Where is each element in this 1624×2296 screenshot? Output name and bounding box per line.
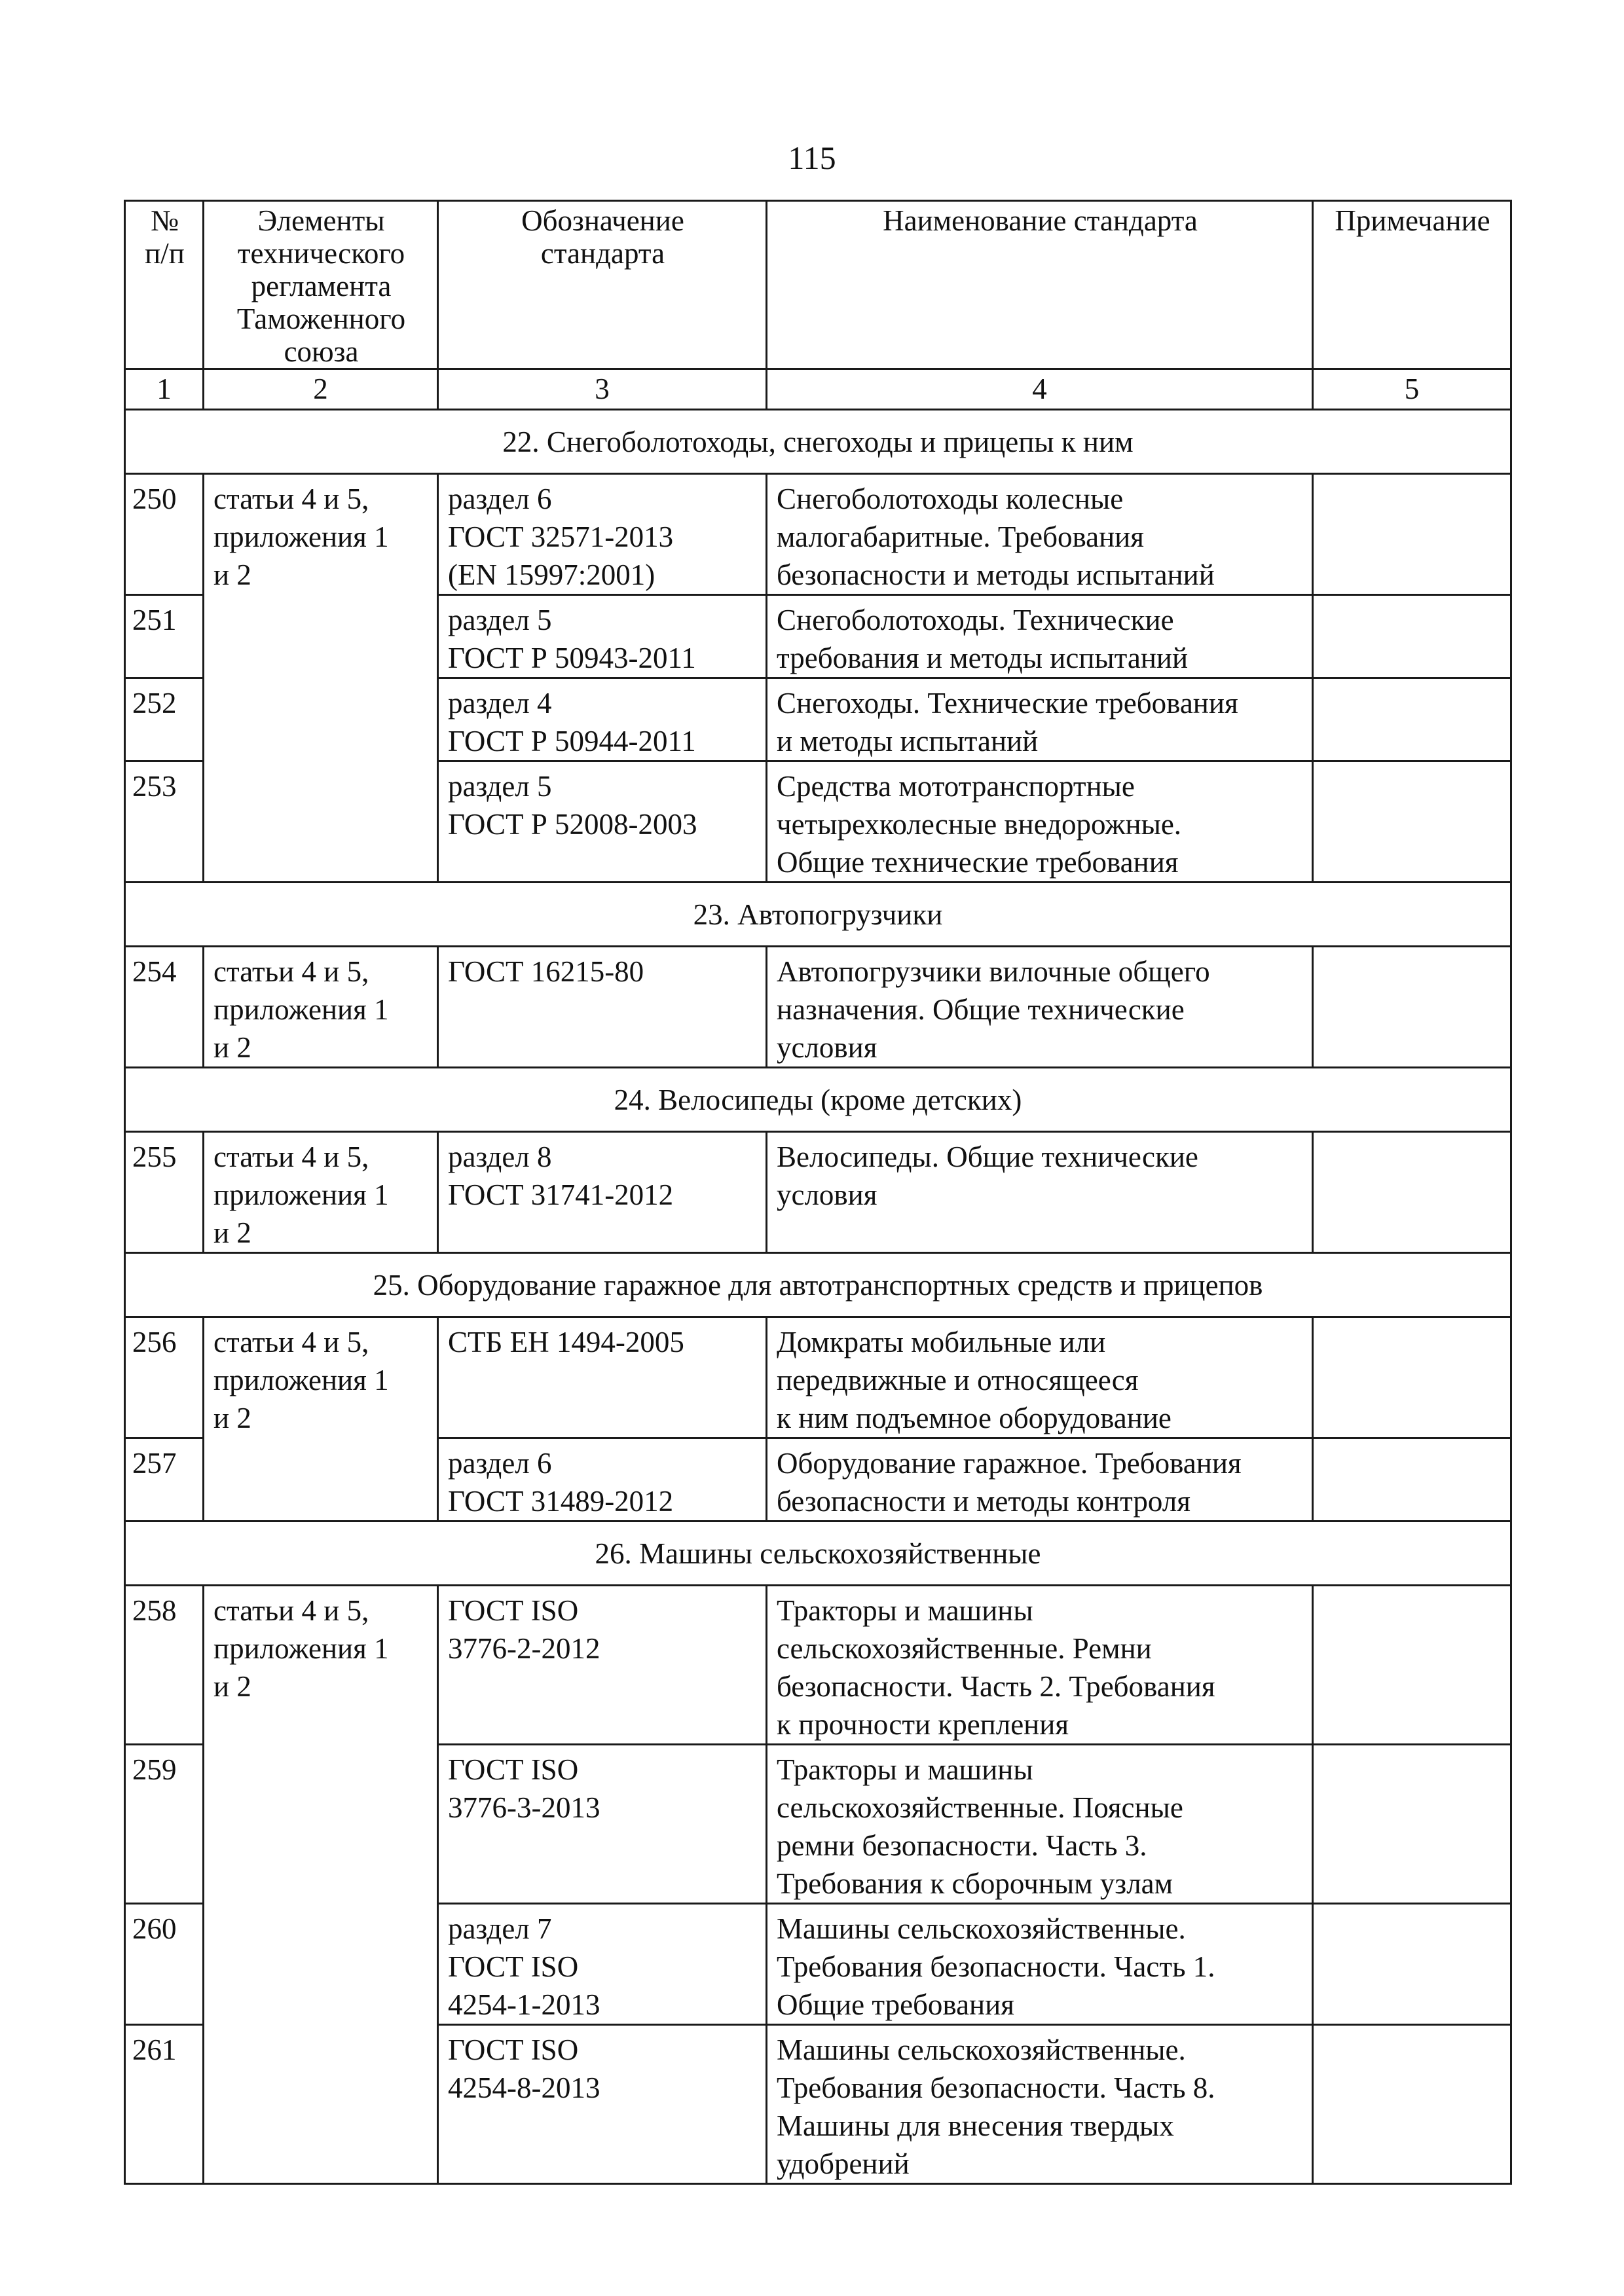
row-number <box>125 1904 204 2025</box>
column-number <box>767 369 1313 410</box>
standard-designation <box>438 1317 767 1438</box>
section-title <box>125 1522 1511 1586</box>
cell-text-line: Тракторы и машины <box>777 1753 1033 1786</box>
cell-text-line: к прочности крепления <box>777 1708 1069 1741</box>
table-row <box>125 947 1511 1068</box>
cell-text-line: приложения 1 <box>213 520 389 553</box>
cell-text-line: ГОСТ Р 50943-2011 <box>448 642 696 674</box>
cell-text-line: технического <box>237 237 405 270</box>
standard-name <box>767 1438 1313 1522</box>
table-row <box>125 1317 1511 1438</box>
cell-text-line: раздел 4 <box>448 687 552 720</box>
cell-text-line: стандарта <box>540 237 665 270</box>
cell-text-line: п/п <box>145 237 185 270</box>
cell-text-line: передвижные и относящееся <box>777 1364 1139 1396</box>
cell-text-line: статьи 4 и 5, <box>213 483 369 515</box>
cell-text-line: приложения 1 <box>213 1632 389 1665</box>
column-numbers-row <box>125 369 1511 410</box>
cell-text-line: безопасности. Часть 2. Требования <box>777 1670 1215 1703</box>
standard-name <box>767 1904 1313 2025</box>
cell-text-line: 4254-8-2013 <box>448 2071 600 2104</box>
header-standard-name <box>767 201 1313 369</box>
standard-name <box>767 947 1313 1068</box>
cell-text-line: безопасности и методы контроля <box>777 1485 1190 1518</box>
cell-text-line: статьи 4 и 5, <box>213 1140 369 1173</box>
section-title <box>125 1068 1511 1132</box>
cell-text-line: статьи 4 и 5, <box>213 1326 369 1358</box>
standard-designation <box>438 1438 767 1522</box>
column-number <box>438 369 767 410</box>
note <box>1313 1586 1511 1745</box>
standard-name <box>767 761 1313 883</box>
cell-text-line: Наименование стандарта <box>883 204 1198 237</box>
cell-text-line: Снегоболотоходы. Технические <box>777 604 1174 636</box>
regulation-elements <box>204 1586 438 2184</box>
cell-text-line: раздел 6 <box>448 1447 552 1480</box>
cell-text-line: ГОСТ ISO <box>448 1594 579 1627</box>
cell-text-line: 5 <box>1404 373 1420 405</box>
cell-text-line: Снегоходы. Технические требования <box>777 687 1238 720</box>
cell-text-line: Примечание <box>1335 204 1490 237</box>
cell-text-line: малогабаритные. Требования <box>777 520 1144 553</box>
cell-text-line: ГОСТ Р 52008-2003 <box>448 808 697 841</box>
cell-text-line: 22. Снегоболотоходы, снегоходы и прицепы к ним <box>502 425 1134 458</box>
standard-name <box>767 2025 1313 2184</box>
cell-text-line: Требования безопасности. Часть 1. <box>777 1950 1215 1983</box>
note <box>1313 947 1511 1068</box>
note <box>1313 1745 1511 1904</box>
note <box>1313 2025 1511 2184</box>
row-number <box>125 947 204 1068</box>
cell-text-line: назначения. Общие технические <box>777 993 1185 1026</box>
cell-text-line: удобрений <box>777 2147 910 2180</box>
cell-text-line: Средства мототранспортные <box>777 770 1135 803</box>
cell-text-line: регламента <box>251 270 392 302</box>
cell-text-line: Обозначение <box>521 204 684 237</box>
cell-text-line: СТБ ЕН 1494-2005 <box>448 1326 684 1358</box>
cell-text-line: сельскохозяйственные. Поясные <box>777 1791 1183 1824</box>
cell-text-line: приложения 1 <box>213 993 389 1026</box>
cell-text-line: ГОСТ ISO <box>448 2033 579 2066</box>
cell-text-line: 256 <box>132 1326 177 1358</box>
cell-text-line: 250 <box>132 483 177 515</box>
column-number <box>125 369 204 410</box>
cell-text-line: 3 <box>595 373 610 405</box>
cell-text-line: к ним подъемное оборудование <box>777 1402 1172 1434</box>
section-row <box>125 1522 1511 1586</box>
cell-text-line: ГОСТ ISO <box>448 1950 579 1983</box>
cell-text-line: 3776-3-2013 <box>448 1791 600 1824</box>
cell-text-line: 25. Оборудование гаражное для автотранспортных средств и прицепов <box>373 1268 1263 1302</box>
cell-text-line: Элементы <box>257 204 385 237</box>
row-number <box>125 2025 204 2184</box>
standard-designation <box>438 1586 767 1745</box>
cell-text-line: Машины для внесения твердых <box>777 2109 1174 2142</box>
cell-text-line: и 2 <box>213 1402 251 1434</box>
cell-text-line: ГОСТ 32571-2013 <box>448 520 674 553</box>
section-title <box>125 883 1511 947</box>
standard-designation <box>438 2025 767 2184</box>
note <box>1313 1317 1511 1438</box>
note <box>1313 1132 1511 1253</box>
cell-text-line: раздел 7 <box>448 1912 552 1945</box>
standard-designation <box>438 678 767 761</box>
standard-designation <box>438 1745 767 1904</box>
cell-text-line: сельскохозяйственные. Ремни <box>777 1632 1152 1665</box>
cell-text-line: ремни безопасности. Часть 3. <box>777 1829 1147 1862</box>
cell-text-line: 24. Велосипеды (кроме детских) <box>614 1083 1022 1116</box>
cell-text-line: 23. Автопогрузчики <box>693 898 943 931</box>
cell-text-line: ГОСТ ISO <box>448 1753 579 1786</box>
cell-text-line: раздел 8 <box>448 1140 552 1173</box>
standard-designation <box>438 761 767 883</box>
cell-text-line: 4 <box>1032 373 1047 405</box>
note <box>1313 1438 1511 1522</box>
cell-text-line: 258 <box>132 1594 177 1627</box>
standard-name <box>767 1132 1313 1253</box>
cell-text-line: ГОСТ 31741-2012 <box>448 1178 674 1211</box>
cell-text-line: раздел 6 <box>448 483 552 515</box>
note <box>1313 595 1511 678</box>
header-designation <box>438 201 767 369</box>
cell-text-line: 2 <box>313 373 328 405</box>
standard-name <box>767 678 1313 761</box>
cell-text-line: Домкраты мобильные или <box>777 1326 1106 1358</box>
table-row <box>125 1586 1511 1745</box>
cell-text-line: ГОСТ 31489-2012 <box>448 1485 674 1518</box>
cell-text-line: Требования безопасности. Часть 8. <box>777 2071 1215 2104</box>
row-number <box>125 1317 204 1438</box>
standard-name <box>767 474 1313 595</box>
cell-text-line: раздел 5 <box>448 770 552 803</box>
cell-text-line: условия <box>777 1178 877 1211</box>
cell-text-line: Машины сельскохозяйственные. <box>777 2033 1186 2066</box>
cell-text-line: приложения 1 <box>213 1178 389 1211</box>
cell-text-line: Общие технические требования <box>777 846 1179 879</box>
cell-text-line: ГОСТ 16215-80 <box>448 955 644 988</box>
row-number <box>125 1438 204 1522</box>
note <box>1313 474 1511 595</box>
cell-text-line: и 2 <box>213 1216 251 1249</box>
cell-text-line: Требования к сборочным узлам <box>777 1867 1173 1900</box>
cell-text-line: 259 <box>132 1753 177 1786</box>
standard-designation <box>438 1132 767 1253</box>
cell-text-line: приложения 1 <box>213 1364 389 1396</box>
row-number <box>125 1132 204 1253</box>
cell-text-line: 260 <box>132 1912 177 1945</box>
row-number <box>125 595 204 678</box>
cell-text-line: 1 <box>157 373 172 405</box>
cell-text-line: статьи 4 и 5, <box>213 1594 369 1627</box>
cell-text-line: Автопогрузчики вилочные общего <box>777 955 1210 988</box>
cell-text-line: ГОСТ Р 50944-2011 <box>448 725 696 757</box>
cell-text-line: и 2 <box>213 558 251 591</box>
column-number <box>204 369 438 410</box>
section-row <box>125 1253 1511 1317</box>
header-note <box>1313 201 1511 369</box>
page-number: 115 <box>788 139 836 176</box>
standard-designation <box>438 947 767 1068</box>
cell-text-line: Машины сельскохозяйственные. <box>777 1912 1186 1945</box>
cell-text-line: 253 <box>132 770 177 803</box>
cell-text-line: № <box>151 204 179 237</box>
cell-text-line: 261 <box>132 2033 177 2066</box>
cell-text-line: Таможенного <box>236 302 406 335</box>
cell-text-line: 255 <box>132 1140 177 1173</box>
section-row <box>125 883 1511 947</box>
standard-name <box>767 1317 1313 1438</box>
standards-table <box>124 200 1512 2185</box>
regulation-elements <box>204 1317 438 1522</box>
standard-designation <box>438 474 767 595</box>
standard-name <box>767 1745 1313 1904</box>
standard-name <box>767 1586 1313 1745</box>
regulation-elements <box>204 947 438 1068</box>
cell-text-line: условия <box>777 1031 877 1064</box>
cell-text-line: Тракторы и машины <box>777 1594 1033 1627</box>
header-row <box>125 201 1511 369</box>
standard-designation <box>438 595 767 678</box>
table-row <box>125 1132 1511 1253</box>
cell-text-line: Велосипеды. Общие технические <box>777 1140 1198 1173</box>
cell-text-line: (EN 15997:2001) <box>448 558 655 591</box>
cell-text-line: четырехколесные внедорожные. <box>777 808 1182 841</box>
cell-text-line: и 2 <box>213 1031 251 1064</box>
row-number <box>125 1586 204 1745</box>
section-row <box>125 410 1511 474</box>
cell-text-line: и 2 <box>213 1670 251 1703</box>
column-number <box>1313 369 1511 410</box>
cell-text-line: безопасности и методы испытаний <box>777 558 1215 591</box>
cell-text-line: 26. Машины сельскохозяйственные <box>595 1537 1041 1570</box>
regulation-elements <box>204 1132 438 1253</box>
cell-text-line: 251 <box>132 604 177 636</box>
cell-text-line: 254 <box>132 955 177 988</box>
row-number <box>125 678 204 761</box>
cell-text-line: 257 <box>132 1447 177 1480</box>
cell-text-line: 3776-2-2012 <box>448 1632 600 1665</box>
section-title <box>125 1253 1511 1317</box>
cell-text-line: Снегоболотоходы колесные <box>777 483 1124 515</box>
note <box>1313 761 1511 883</box>
header-elements <box>204 201 438 369</box>
note <box>1313 1904 1511 2025</box>
cell-text-line: Общие требования <box>777 1988 1014 2021</box>
section-title <box>125 410 1511 474</box>
cell-text-line: 252 <box>132 687 177 720</box>
section-row <box>125 1068 1511 1132</box>
cell-text-line: статьи 4 и 5, <box>213 955 369 988</box>
row-number <box>125 761 204 883</box>
regulation-elements <box>204 474 438 883</box>
note <box>1313 678 1511 761</box>
cell-text-line: требования и методы испытаний <box>777 642 1189 674</box>
cell-text-line: 4254-1-2013 <box>448 1988 600 2021</box>
cell-text-line: и методы испытаний <box>777 725 1039 757</box>
row-number <box>125 474 204 595</box>
standard-name <box>767 595 1313 678</box>
cell-text-line: союза <box>284 335 359 368</box>
table-row <box>125 474 1511 595</box>
row-number <box>125 1745 204 1904</box>
cell-text-line: раздел 5 <box>448 604 552 636</box>
standard-designation <box>438 1904 767 2025</box>
cell-text-line: Оборудование гаражное. Требования <box>777 1447 1242 1480</box>
header-number <box>125 201 204 369</box>
